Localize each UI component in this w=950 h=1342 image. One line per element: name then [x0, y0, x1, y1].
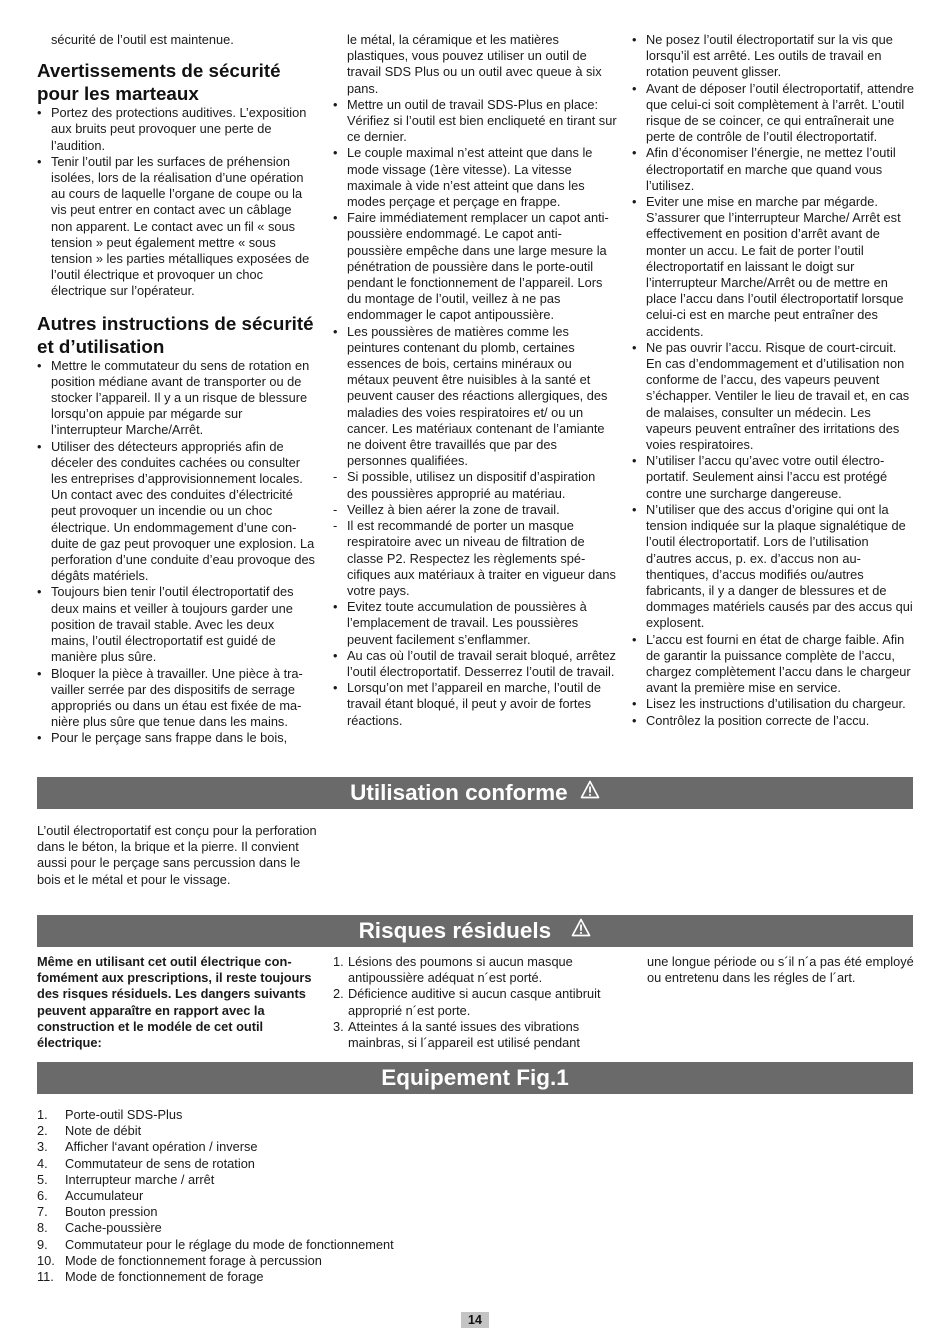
- list-item: • Avant de déposer l’outil électroportatif, attendre que celui-ci soit complètement à l’arrêt. L’outil risque de se coincer, ce qui entraînerait une perte de contrôle de l’outil électroportatif.: [632, 80, 914, 145]
- list-item: • Portez des protections auditives. L’exposition aux bruits peut provoquer une perte de l’audition.: [37, 105, 307, 153]
- list-item: 3. Atteintes á la santé issues des vibrations mainbras, si l´appareil est utilisé pendant: [333, 1018, 580, 1051]
- list-item: 1. Lésions des poumons si aucun masque antipoussière adéquat n´est porté.: [333, 954, 573, 986]
- list-item: 3. Afficher l‘avant opération / inverse: [37, 1139, 258, 1155]
- instructions-list: [333, 97, 617, 729]
- banner-title: Equipement Fig.1: [381, 1065, 569, 1090]
- list-item: 2. Note de débit: [37, 1123, 142, 1139]
- list-item: • Ne posez l’outil électroportatif sur la vis que lorsqu’il est arrêté. Les outils de travail en rotation peuvent glisser.: [632, 32, 893, 80]
- list-item: - Veillez à bien aérer la zone de travail.: [333, 501, 560, 517]
- list-item: • L’accu est fourni en état de charge faible. Afin de garantir la puissance complète de l’accu, chargez complètement l’accu dans le chargeur avant la première mise en service.: [632, 631, 911, 696]
- column-3: [632, 32, 915, 729]
- list-item: 7. Bouton pression: [37, 1204, 158, 1220]
- list-item: 1. Porte-outil SDS-Plus: [37, 1107, 183, 1122]
- list-item: • N’utiliser que des accus d’origine qui ont la tension indiquée sur la plaque signalétique de l’outil électroportatif. Lors de l’utilisation d’autres accus, p. ex. d’accus non authentiques, d’accus modifiés ou/autres fabricants, il y a danger de blessures et de dommages matériels causés par des accus qui explosent.: [632, 501, 913, 631]
- list-item: • Contrôlez la position correcte de l’accu.: [632, 712, 870, 728]
- list-item: • Lisez les instructions d’utilisation du chargeur.: [632, 696, 906, 712]
- list-item: • N’utiliser l’accu qu’avec votre outil électroportatif. Seulement ainsi l’accu est protégé contre une surcharge dangereuse.: [632, 453, 888, 501]
- list-item: - Il est recommandé de porter un masque respiratoire avec un niveau de filtration de classe P2. Respectez les règlements spécifiques aux matériaux à traiter en vigueur dans votre pays.: [333, 518, 616, 598]
- section-banner-equipment: [37, 1062, 913, 1094]
- section-banner-risks: [37, 915, 913, 947]
- list-item: • Utiliser des détecteurs appropriés afin de déceler des conduites cachées ou consulter les entreprises d’approvisionnement locales. Un contact avec des conduites d’électricité peut provoquer un incendie ou un choc électrique. Un endommagement d’une conduite de gaz peut provoquer une explosion. La perforation d’une conduite d’eau provoque des dégâts matériels.: [37, 438, 315, 584]
- list-item: 8. Cache-poussière: [37, 1220, 162, 1236]
- risks-list: [333, 954, 617, 1051]
- hammer-safety-list: [37, 105, 315, 299]
- list-item: • Le couple maximal n’est atteint que dans le mode vissage (1ère vitesse). La vitesse maximale à vide n’est atteint que dans les modes perçage et perçage en frappe.: [333, 145, 593, 210]
- list-item: • Ne pas ouvrir l’accu. Risque de court-circuit. En cas d’endommagement et d’utilisation non conforme de l’accu, des vapeurs peuvent s’échapper. Ventiler le lieu de travail et, en cas de malaises, consulter un médecin. Les vapeurs peuvent entraîner des irritations des voies respiratoires.: [632, 339, 910, 453]
- warning-triangle-icon: [580, 776, 600, 808]
- equipment-list: [37, 1107, 637, 1285]
- risks-list-block: [333, 954, 617, 1051]
- list-item: 6. Accumulateur: [37, 1188, 144, 1204]
- list-item: 2. Déficience auditive si aucun casque antibruit approprié n´est porte.: [333, 986, 601, 1018]
- list-item: • Mettre un outil de travail SDS-Plus en place: Vérifiez si l’outil est bien encliqueté en tirant sur ce dernier.: [333, 96, 617, 145]
- heading-other-instructions: Autres instructions de sécurité et d’utilisation: [37, 312, 314, 357]
- continued-text: sécurité de l’outil est maintenue.: [51, 32, 234, 47]
- list-item: • Pour le perçage sans frappe dans le bois,: [37, 730, 288, 746]
- list-item: • Au cas où l’outil de travail serait bloqué, arrêtez l’outil électroportatif. Desserrez l’outil de travail.: [333, 647, 616, 679]
- warning-triangle-icon: [571, 914, 591, 946]
- list-item: • Bloquer la pièce à travailler. Une pièce à travailler serrée par des dispositifs de serrage appropriés ou dans un étau est fixée de manière plus sûre que tenue dans les mains.: [37, 665, 303, 730]
- list-item: • Toujours bien tenir l’outil électroportatif des deux mains et veiller à toujours garder une position de travail stable. Avec les deux mains, l’outil électroportatif est guidé de manière plus sûre.: [37, 584, 294, 665]
- heading-hammer-safety: Avertissements de sécurité pour les marteaux: [37, 60, 281, 105]
- page-number: 14: [461, 1312, 489, 1328]
- list-item: • Les poussières de matières comme les peintures contenant du plomb, certaines essences de bois, certains minéraux ou métaux peuvent être nuisibles à la santé et peuvent causer des réactions allergiques, des maladies des voies respiratoires et/ ou un cancer. Les matériaux contenant de l’amiante ne doivent être travaillés que par des personnes qualifiées.: [333, 323, 608, 469]
- list-item: • Lorsqu’on met l’appareil en marche, l’outil de travail étant bloqué, il peut y avoir de fortes réactions.: [333, 680, 601, 728]
- list-item: • Mettre le commutateur du sens de rotation en position médiane avant de transporter ou de stocker l’appareil. Il y a un risque de blessure lorsqu’on appuie par mégarde sur l’interrupteur Marche/Arrêt.: [37, 357, 310, 438]
- risks-continued: une longue période ou s´il n´a pas été employé ou entretenu dans les régles de l´art.: [647, 954, 914, 986]
- column-2: [333, 32, 617, 729]
- list-item: • Tenir l’outil par les surfaces de préhension isolées, lors de la réalisation d’une opération au cours de laquelle l’organe de coupe ou la vis peut entrer en contact avec un câblage non apparent. Le contact avec un fil « sous tension » peut également mettre « sous tension » les parties métalliques exposées de l’outil électrique et provoquer un choc électrique sur l’opérateur.: [37, 153, 310, 299]
- banner-title: Risques résiduels: [358, 918, 552, 943]
- list-item: • Afin d’économiser l’énergie, ne mettez l’outil électroportatif en marche que quand vous l’utilisez.: [632, 145, 896, 193]
- banner-title: Utilisation conforme: [350, 780, 568, 805]
- list-item: • Faire immédiatement remplacer un capot anti-poussière endommagé. Le capot anti-poussière empêche dans une large mesure la pénétration de poussière dans le porte-outil pendant le fonctionnement de l’appareil. Lors du montage de l’outil, veillez à ne pas endommager le capot antipoussière.: [333, 210, 609, 323]
- continued-text: le métal, la céramique et les matières plastiques, vous pouvez utiliser un outil de travail SDS Plus ou un outil avec queue à six pans.: [347, 32, 602, 96]
- list-item: - Si possible, utilisez un dispositif d’aspiration des poussières approprié au matériau.: [333, 469, 596, 501]
- list-item: 11. Mode de fonctionnement de forage: [37, 1269, 264, 1285]
- list-item: 9. Commutateur pour le réglage du mode de fonctionnement: [37, 1236, 394, 1252]
- list-item: 10. Mode de fonctionnement forage à percussion: [37, 1252, 322, 1268]
- other-instructions-list: [37, 358, 315, 747]
- list-item: • Eviter une mise en marche par mégarde. S’assurer que l’interrupteur Marche/ Arrêt est effectivement en position d’arrêt avant de monter un accu. Le fait de porter l’outil électroportatif en laissant le doigt sur l’interrupteur Marche/Arrêt ou de mettre en place l’accu dans l’outil électroportatif lorsque celui-ci est en marche peut entraîner des accidents.: [632, 194, 904, 339]
- list-item: 5. Interrupteur marche / arrêt: [37, 1171, 215, 1187]
- list-item: 4. Commutateur de sens de rotation: [37, 1155, 255, 1171]
- risks-intro: Même en utilisant cet outil électrique confomément aux prescriptions, il reste toujours des risques résiduels. Les dangers suivants peuvent apparaître en rapport avec la construction et le modéle de cet outil électrique:: [37, 954, 312, 1051]
- usage-text: L’outil électroportatif est conçu pour la perforation dans le béton, la brique et la pierre. Il convient aussi pour le perçage sans percussion dans le bois et le métal et pour le vissage.: [37, 823, 317, 887]
- column-1: [37, 32, 315, 747]
- battery-instructions-list: [632, 32, 915, 729]
- list-item: • Evitez toute accumulation de poussières à l’emplacement de travail. Les poussières peuvent facilement s’enflammer.: [333, 599, 587, 647]
- section-banner-usage: [37, 777, 913, 809]
